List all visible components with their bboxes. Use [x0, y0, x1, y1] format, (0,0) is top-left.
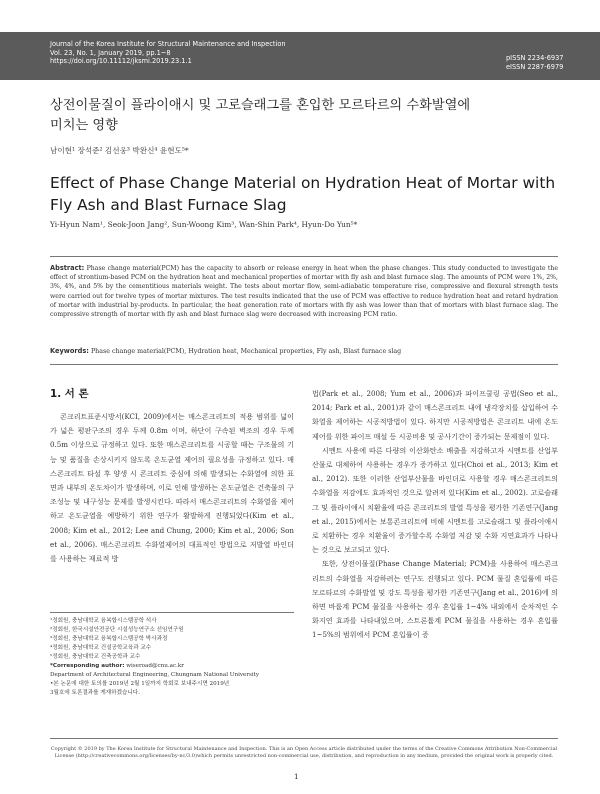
english-title: [50, 172, 570, 216]
journal-name: Journal of the Korea Institute for Structural Maintenance and Inspection: [50, 40, 286, 48]
english-title-line-1: Effect of Phase Change Material on Hydration Heat of Mortar with: [50, 174, 556, 192]
corresponding-label: *Corresponding author:: [50, 663, 125, 669]
pissn: pISSN 2234-6937: [506, 54, 564, 62]
korean-authors: 남이현¹ 장석준² 김선웅³ 박완신⁴ 윤현도⁵*: [50, 146, 189, 155]
journal-volume: Vol. 23, No. 1, January 2019, pp.1~8: [50, 48, 171, 57]
journal-doi[interactable]: https://doi.org/10.11112/jksmi.2019.23.1.1: [50, 57, 192, 66]
journal-info: [50, 40, 286, 66]
footnote-1: ¹정회원, 충남대학교 융복합시스템공학 석사: [50, 618, 157, 624]
issn-info: [506, 54, 563, 71]
footnote-5: ⁵정회원, 충남대학교 건축공학과 교수: [50, 654, 141, 660]
english-authors: Yi-Hyun Nam¹, Seok-Joon Jang², Sun-Woong Kim³, Wan-Shin Park⁴, Hyun-Do Yun⁵*: [50, 220, 358, 229]
footnote-divider: [50, 612, 294, 613]
discussion-note-1: •본 논문에 대한 토의를 2019년 2월 1일까지 학회로 보내주시면 2019년: [50, 681, 230, 687]
divider-top: [50, 256, 558, 257]
keywords-text: Phase change material(PCM), Hydration heat, Mechanical properties, Fly ash, Blast furnace slag: [90, 348, 402, 355]
copyright-divider: [50, 738, 558, 739]
journal-header-bar: [0, 32, 600, 80]
right-paragraph-3: 또한, 상전이물질(Phase Change Material; PCM)을 사용하여 매스콘크리트의 수화열을 저감하려는 연구도 진행되고 있다. PCM 물질 혼입률에 따른 모르타르의 수화발열 및 강도 특성을 평가한 기존연구(Jang et al., 2016)에 의하면 바륨계 PCM 물질을 사용하는 경우 혼입률 1~4% 내외에서 순차적인 수화지연 효과를 나타내었으며, 스트론튬계 PCM 물질을 사용하는 경우 혼입률 1~5%의 범위에서 PCM 혼입률이 증: [312, 559, 558, 640]
page-number: 1: [294, 772, 299, 781]
right-paragraph-2: 시멘트 사용에 따른 다량의 이산화탄소 배출을 저감하고자 시멘트를 산업부산물로 대체하여 사용하는 경우가 증가하고 있다(Choi et al., 2013; Kim et al., 2012). 또한 이러한 산업부산물을 바인더로 사용할 경우 매스콘크리트의 수화열을 저감에도 효과적인 것으로 알려져 있다(Kim et al., 2002). 고로슬래그 및 플라이애시 치환율에 따른 콘크리트의 발열 특성을 평가한 기존연구(Jang et al., 2015)에서는 보통콘크리트에 비해 시멘트를 고로슬래그 및 플라이애시로 치환하는 경우 치환율이 증가할수록 수화열 저감 및 수화 지연효과가 나타나는 것으로 보고되고 있다.: [312, 445, 558, 555]
corresponding-email[interactable]: wiseroad@cnu.ac.kr: [126, 663, 184, 669]
footnote-4: ⁴정회원, 충남대학교 건설공학교육과 교수: [50, 645, 152, 651]
korean-title-line-2: 미치는 영향: [50, 118, 118, 133]
section-heading: 1. 서 론: [50, 388, 89, 400]
keywords: [50, 347, 558, 355]
copyright-notice: Copyright © 2019 by The Korea Institute for Structural Maintenance and Inspection. This is an Open Access article distributed under the terms of the Creative Commons Attribution Non-Commercial License (http://creativecommons.org/licenses/by-nc/3.0)which permits unrestricted non-commercial use, distribution, and reproduction in any medium, provided the original work is properly cited.: [50, 746, 558, 760]
department: Department of Architectural Engineering, Chungnam National University: [50, 672, 260, 678]
keywords-label: Keywords:: [50, 347, 89, 355]
abstract-label: Abstract:: [50, 264, 85, 272]
eissn: eISSN 2287-6979: [506, 62, 564, 71]
discussion-note-2: 3월호에 토론결과를 게재하겠습니다.: [50, 690, 140, 696]
divider-bottom: [50, 364, 558, 365]
abstract-text: Phase change material(PCM) has the capacity to absorb or release energy in heat when the phase changes. This study conducted to investigate the effect of strontium-based PCM on the hydration heat and mechanical properties of mortar with fly ash and blast furnace slag. The amounts of PCM were 1%, 2%, 3%, 4%, and 5% by the cementitious materials weight. The tests about mortar flow, semi-adiabatic temperature rise, compressive and flexural strength tests were carried out for twelve types of mortar mixtures. The test results indicated that the use of PCM was effective to reduce hydration heat and retard hydration of mortar with industrial by-products. In particular, the heat generation rate of mortars with fly ash was lower than that of mortars with blast furnace slag. The compressive strength of mortar with fly ash and blast furnace slag were decreased with increasing PCM ratio.: [50, 265, 559, 319]
footnote-3: ³정회원, 충남대학교 융복합시스템공학 박사과정: [50, 636, 168, 642]
right-column: [312, 387, 558, 643]
left-paragraph-1: 콘크리트표준시방서(KCI, 2009)에서는 매스콘크리트의 적용 범위를 넓이가 넓은 평판구조의 경우 두께 0.8m 이며, 하단이 구속된 벽조의 경우 두께 0.5m 이상으로 규정하고 있다. 또한 매스콘크리트를 시공할 때는 구조물의 기능 및 품질을 손상시키지 않도록 온도균열 제어의 필요성을 규정하고 있다. 매스콘크리트 타설 후 양생 시 콘크리트 중심에 의해 발생되는 수화열에 의한 표면과 내부의 온도차이가 발생하며, 이로 인해 발생하는 온도균열은 건축물의 구조성능 및 내구성능 문제를 발생시킨다. 따라서 매스콘크리트의 수화열을 제어하고 온도균열을 예방하기 위한 연구가 활발하게 진행되었다(Kim et al., 2008; Kim et al., 2012; Lee and Chung, 2000; Kim et al., 2006; Son et al., 2006). 매스콘크리트 수화열제어의 대표적인 방법으로 저발열 바인더를 사용하는 재료적 방: [50, 412, 294, 564]
abstract: [50, 264, 558, 319]
korean-title: [50, 96, 560, 136]
korean-title-line-1: 상전이물질이 플라이애시 및 고로슬래그를 혼입한 모르타르의 수화발열에: [50, 98, 471, 113]
left-column: [50, 410, 294, 566]
footnote-2: ²정회원, 한국시설안전공단 시설성능연구소 선임연구원: [50, 627, 184, 633]
corresponding-author: [50, 662, 294, 671]
english-title-line-2: Fly Ash and Blast Furnace Slag: [50, 196, 287, 214]
right-paragraph-1: 법(Park et al., 2008; Yum et al., 2006)과 파이프쿨링 공법(Seo et al., 2014; Park et al., 2001)과 같이 매스콘크리트 내에 냉각장치를 삽입하여 수화열을 제어하는 시공적방법이 있다. 하지만 시공적방법은 콘크리트 내에 온도제어를 위한 파이프 매설 등 시공비용 및 공사기간이 증가되는 문제점이 있다.: [312, 389, 558, 441]
footnotes: [50, 617, 294, 698]
